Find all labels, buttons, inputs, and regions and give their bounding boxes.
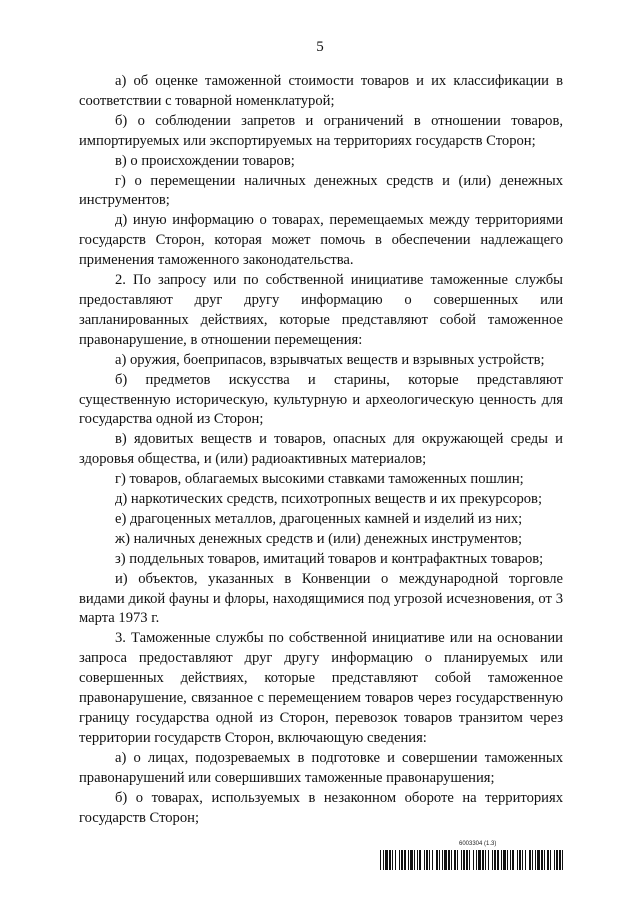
- paragraph: б) о товарах, используемых в незаконном обороте на территориях государств Сторон;: [79, 789, 563, 826]
- paragraph: е) драгоценных металлов, драгоценных камней и изделий из них;: [115, 510, 523, 527]
- page-number: 5: [316, 39, 324, 55]
- paragraph: 2. По запросу или по собственной инициативе таможенные службы предоставляют друг другу информацию о совершенных или запланированных действиях, которые представляют собой таможенное правонарушение, в отношении перемещения:: [79, 272, 563, 348]
- paragraph: в) ядовитых веществ и товаров, опасных для окружающей среды и здоровья общества, и (или) радиоактивных материалов;: [79, 431, 563, 468]
- paragraph: г) товаров, облагаемых высокими ставками таможенных пошлин;: [115, 471, 524, 488]
- paragraph: б) о соблюдении запретов и ограничений в отношении товаров, импортируемых или экспортируемых на территориях государств Сторон;: [79, 112, 563, 149]
- barcode-icon: [380, 850, 563, 870]
- paragraph: и) объектов, указанных в Конвенции о международной торговле видами дикой фауны и флоры, находящимися под угрозой исчезновения, от 3 марта 1973 г.: [79, 570, 563, 627]
- paragraph: з) поддельных товаров, имитаций товаров и контрафактных товаров;: [115, 550, 544, 567]
- paragraph: г) о перемещении наличных денежных средств и (или) денежных инструментов;: [79, 172, 563, 209]
- document-body: [79, 72, 563, 828]
- paragraph: а) об оценке таможенной стоимости товаров и их классификации в соответствии с товарной номенклатурой;: [79, 73, 563, 109]
- paragraph: д) иную информацию о товарах, перемещаемых между территориями государств Сторон, которая может помочь в обеспечении надлежащего применения таможенного законодательства.: [79, 212, 563, 269]
- paragraph: б) предметов искусства и старины, которые представляют существенную историческую, культурную и археологическую ценность для государства одной из Сторон;: [79, 371, 563, 428]
- paragraph: ж) наличных денежных средств и (или) денежных инструментов;: [115, 530, 523, 547]
- paragraph: в) о происхождении товаров;: [115, 152, 295, 169]
- document-code: 6003304 (1.3): [459, 841, 497, 847]
- paragraph: а) о лицах, подозреваемых в подготовке и совершении таможенных правонарушений или совершивших таможенные правонарушения;: [79, 749, 563, 786]
- paragraph: 3. Таможенные службы по собственной инициативе или на основании запроса предоставляют друг другу информацию о планируемых или совершенных действиях, которые представляют собой таможенное правонарушение, связанное с перемещением товаров через государственную границу государства одной из Сторон, перевозок товаров транзитом через территории государств Сторон, включающую сведения:: [79, 630, 563, 746]
- paragraph: а) оружия, боеприпасов, взрывчатых веществ и взрывных устройств;: [115, 351, 545, 368]
- paragraph: д) наркотических средств, психотропных веществ и их прекурсоров;: [115, 491, 542, 508]
